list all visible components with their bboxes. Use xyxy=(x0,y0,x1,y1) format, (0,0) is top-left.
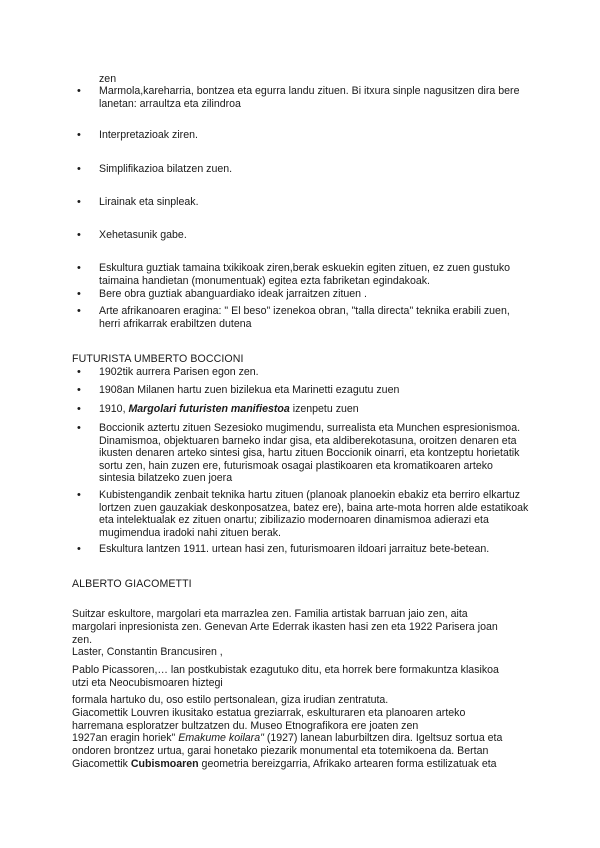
list-item: Arte afrikanoaren eragina: " El beso" izenekoa obran, "talla directa" teknika erabili zuen, herri afrikarrak erabiltzen dutena xyxy=(99,305,510,330)
bullet-icon: • xyxy=(77,543,81,555)
list-item: Kubistengandik zenbait teknika hartu zituen (planoak planoekin ebakiz eta berriro elkartuz lortzen zuen gauzakiak deskonposatzea, batez ere), baina arte-mota horren alde estatikoak eta intelektualak ez zituen onartu; zibilizazio modernoaren dinamismoa adierazi eta mugimendua iradoki nahi zituen berak. xyxy=(99,489,529,539)
list-item: 1902tik aurrera Parisen egon zen. xyxy=(99,366,259,378)
list-item: Marmola,kareharria, bontzea eta egurra landu zituen. Bi itxura sinple nagusitzen dira bere lanetan: arraultza eta zilindroa xyxy=(99,85,520,110)
list-item: Simplifikazioa bilatzen zuen. xyxy=(99,163,233,175)
list-item: Eskultura guztiak tamaina txikikoak ziren,berak eskuekin egiten zituen, ez zuen gustuko taimaina handietan (monumentuak) egitea ezta fabriketan egindakoak. xyxy=(99,262,511,287)
bullet-icon: • xyxy=(77,489,81,501)
paragraph-text: (1927) lanean laburbiltzen dira. Igeltsuz sortua eta xyxy=(266,732,503,744)
bullet-icon: • xyxy=(77,196,81,208)
emphasized-title: Emakume koilara" xyxy=(178,732,264,744)
section-heading: FUTURISTA UMBERTO BOCCIONI xyxy=(72,353,244,365)
list-item xyxy=(99,403,529,416)
list-item: Lirainak eta sinpleak. xyxy=(99,196,199,208)
emphasized-term: Cubismoaren xyxy=(130,758,199,770)
paragraph-line: utzi eta Neocubismoaren hiztegi xyxy=(72,677,223,689)
bullet-icon: • xyxy=(77,384,81,396)
paragraph-line: harremana esploratzer bultzatzen du. Museo Etnografikora ere joaten zen xyxy=(72,720,419,732)
paragraph-line xyxy=(72,732,532,745)
bullet-icon: • xyxy=(77,366,81,378)
list-item: Eskultura lantzen 1911. urtean hasi zen, futurismoaren ildoari jarraituz bete-betean. xyxy=(99,543,490,555)
bullet-icon: • xyxy=(77,305,81,317)
paragraph-line: Suitzar eskultore, margolari eta marrazlea zen. Familia artistak barruan jaio zen, aita xyxy=(72,608,468,620)
emphasized-title: Margolari futuristen manifiestoa xyxy=(128,403,290,415)
list-item: Boccionik aztertu zituen Sezesioko mugimendu, surrealista eta Munchen espresionismoa. Dinamismoa, objektuaren barneko indar gisa, eta aldiberekotasuna, oroitzen denaren eta ikusten denaren arteko sintesi gisa, hartu zituen Boccionik oinarri, eta kontzeptu horietatik sortu zen, hain zuzen ere, futurismoak osagai plastikoaren eta kromatikoaren arteko sintesia bilatzeko zuen joera xyxy=(99,422,521,485)
paragraph-line: formala hartuko du, oso estilo pertsonalean, giza irudian zentratuta. xyxy=(72,694,389,706)
paragraph-text: 1927an eragin horiek" xyxy=(72,732,176,744)
paragraph-line: Laster, Constantin Brancusiren , xyxy=(72,646,223,658)
list-item: Interpretazioak ziren. xyxy=(99,129,198,141)
bullet-icon: • xyxy=(77,129,81,141)
bullet-icon: • xyxy=(77,163,81,175)
lead-fragment: zen xyxy=(99,73,117,85)
list-item: 1908an Milanen hartu zuen bizilekua eta Marinetti ezagutu zuen xyxy=(99,384,400,396)
paragraph-text: Giacomettik xyxy=(72,758,128,770)
paragraph-line: ondoren brontzez urtua, garai honetako piezarik monumental eta totemikoena da. Bertan xyxy=(72,745,489,757)
bullet-icon: • xyxy=(77,85,81,97)
list-item-text: izenpetu zuen xyxy=(292,403,359,415)
paragraph-line: margolari inpresionista zen. Genevan Arte Ederrak ikasten hasi zen eta 1922 Parisera joan xyxy=(72,621,498,633)
bullet-icon: • xyxy=(77,262,81,274)
paragraph-line xyxy=(72,758,532,771)
list-item: Bere obra guztiak abanguardiako ideak jarraitzen zituen . xyxy=(99,288,367,300)
list-item: Xehetasunik gabe. xyxy=(99,229,187,241)
paragraph-line: Pablo Picassoren,… lan postkubistak ezagutuko ditu, eta horrek bere formakuntza klasikoa xyxy=(72,664,499,676)
bullet-icon: • xyxy=(77,288,81,300)
bullet-icon: • xyxy=(77,403,81,415)
list-item-text: 1910, xyxy=(99,403,126,415)
paragraph-line: zen. xyxy=(72,634,93,646)
bullet-icon: • xyxy=(77,422,81,434)
paragraph-line: Giacomettik Louvren ikusitako estatua greziarrak, eskulturaren eta planoaren arteko xyxy=(72,707,466,719)
section-heading: ALBERTO GIACOMETTI xyxy=(72,578,192,590)
paragraph-text: geometria bereizgarria, Afrikako artearen forma estilizatuak eta xyxy=(201,758,497,770)
bullet-icon: • xyxy=(77,229,81,241)
